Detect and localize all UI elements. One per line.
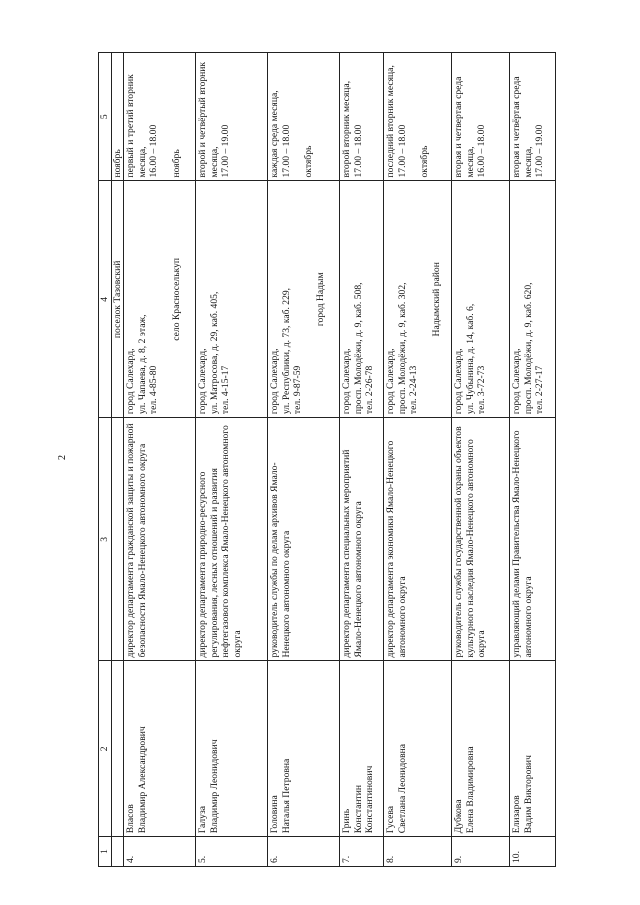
given-names: Константин — [352, 784, 364, 834]
address-line: тел. 2-26-78 — [364, 365, 376, 415]
address — [124, 181, 196, 418]
given-names: Наталья Петровна — [280, 758, 292, 834]
position: директор департамента экономики Ямало-Ненецкого автономного округа — [384, 418, 452, 661]
row-number: 5. — [196, 837, 268, 867]
position: руководитель службы по делам архивов Ямало-Ненецкого автономного округа — [268, 418, 340, 661]
schedule-days: первый и третий вторник месяца, — [125, 74, 148, 178]
schedule-time: 17.00 – 19.00 — [220, 124, 232, 178]
next-place: село Красноселькуп — [170, 257, 182, 341]
next-place: город Надым — [314, 272, 326, 327]
schedule-days: второй вторник месяца, — [341, 80, 353, 178]
surname: Дубкова — [453, 799, 465, 834]
schedule — [452, 53, 510, 182]
address — [196, 181, 268, 418]
address-line: тел. 9-87-59 — [292, 365, 304, 415]
address-line: тел. 2-27-17 — [534, 365, 546, 415]
schedule-table-wrapper — [98, 52, 558, 867]
given-names: Владимир Александрович — [136, 726, 148, 834]
next-month: октябрь — [419, 145, 431, 178]
section-empty — [111, 837, 124, 867]
patronymic: Константинович — [364, 765, 376, 834]
schedule — [268, 53, 340, 182]
address-line: город Салехард, — [511, 348, 523, 415]
address-line: город Салехард, — [385, 348, 397, 415]
header-row — [99, 53, 112, 867]
person-name — [124, 661, 196, 837]
person-name — [340, 661, 384, 837]
schedule-time: 17.00 – 19.00 — [534, 124, 546, 178]
table-row — [452, 53, 510, 867]
address-line: ул. Чапаева, д. 8, 2 этаж, — [136, 314, 148, 415]
schedule-days: вторая и четвёртая среда месяца, — [511, 76, 534, 178]
next-month: октябрь — [303, 145, 315, 178]
surname: Гринь — [341, 808, 353, 834]
given-names: Владимир Леонидович — [208, 739, 220, 834]
row-number: 4. — [124, 837, 196, 867]
address-line: город Салехард, — [453, 348, 465, 415]
position: директор департамента специальных мероприятий Ямало-Ненецкого автономного округа — [340, 418, 384, 661]
next-month: ноябрь — [170, 149, 182, 178]
header-col-2: 2 — [99, 661, 112, 837]
schedule-days: второй и четвёртый вторник месяца, — [197, 61, 220, 178]
person-name — [510, 661, 556, 837]
address — [452, 181, 510, 418]
person-name — [452, 661, 510, 837]
section-place: поселок Тазовский — [111, 181, 124, 418]
section-month: ноябрь — [111, 53, 124, 182]
schedule-time: 17.00 – 18.00 — [352, 124, 364, 178]
address — [268, 181, 340, 418]
address — [340, 181, 384, 418]
row-number: 9. — [452, 837, 510, 867]
next-place: Надымский район — [430, 262, 442, 337]
schedule-days: вторая и четвертая среда месяца, — [453, 76, 476, 178]
schedule — [510, 53, 556, 182]
table-row — [510, 53, 556, 867]
address-line: просп. Молодёжи, д. 9, каб. 508, — [352, 282, 364, 415]
schedule — [124, 53, 196, 182]
address-line: ул. Чубынина, д. 14, каб. 6, — [464, 303, 476, 415]
address-line: город Салехард, — [125, 348, 137, 415]
address — [510, 181, 556, 418]
given-names: Светлана Леонидовна — [396, 743, 408, 834]
person-name — [268, 661, 340, 837]
schedule-time: 17.00 – 18.00 — [396, 124, 408, 178]
address-line: ул. Матросова, д. 29, каб. 405, — [208, 291, 220, 415]
table-row — [124, 53, 196, 867]
schedule-time: 16.00 – 18.00 — [476, 124, 488, 178]
address-line: тел. 4-85-80 — [148, 365, 160, 415]
section-row — [111, 53, 124, 867]
address-line: тел. 2-24-13 — [408, 365, 420, 415]
address-line: просп. Молодёжи, д. 9, каб. 302, — [396, 282, 408, 415]
header-col-4: 4 — [99, 181, 112, 418]
schedule-days: каждая среда месяца, — [269, 90, 281, 178]
table-row — [384, 53, 452, 867]
address-line: тел. 4-15-17 — [220, 365, 232, 415]
person-name — [384, 661, 452, 837]
position: директор департамента природно-ресурсного регулирования, лесных отношений и развития нефтегазового комплекса Ямало-Ненецкого автономного округа — [196, 418, 268, 661]
address-line: ул. Республики, д. 73, каб. 229, — [280, 287, 292, 415]
header-col-3: 3 — [99, 418, 112, 661]
header-col-1: 1 — [99, 837, 112, 867]
schedule — [340, 53, 384, 182]
address-line: просп. Молодёжи, д. 9, каб. 620, — [522, 282, 534, 415]
position: директор департамента гражданской защиты и пожарной безопасности Ямало-Ненецкого автономного округа — [124, 418, 196, 661]
section-empty — [111, 661, 124, 837]
address — [384, 181, 452, 418]
given-names: Вадим Викторович — [522, 755, 534, 834]
address-line: город Салехард, — [269, 348, 281, 415]
position: руководитель службы государственной охраны объектов культурного наследия Ямало-Ненецкого автономного округа — [452, 418, 510, 661]
row-number: 6. — [268, 837, 340, 867]
given-names: Елена Владимировна — [464, 746, 476, 834]
table-row — [196, 53, 268, 867]
header-col-5: 5 — [99, 53, 112, 182]
table-row — [340, 53, 384, 867]
person-name — [196, 661, 268, 837]
section-empty — [111, 418, 124, 661]
row-number: 7. — [340, 837, 384, 867]
surname: Галуза — [197, 805, 209, 834]
surname: Власов — [125, 804, 137, 834]
schedule-days: последний вторник месяца, — [385, 65, 397, 178]
address-line: город Салехард, — [197, 348, 209, 415]
schedule-table — [98, 52, 556, 867]
address-line: город Салехард, — [341, 348, 353, 415]
position: управляющий делами Правительства Ямало-Ненецкого автономного округа — [510, 418, 556, 661]
schedule — [384, 53, 452, 182]
row-number: 8. — [384, 837, 452, 867]
schedule — [196, 53, 268, 182]
table-row — [268, 53, 340, 867]
surname: Елизаров — [511, 795, 523, 834]
schedule-time: 17.00 – 18.00 — [280, 124, 292, 178]
row-number: 10. — [510, 837, 556, 867]
surname: Гусева — [385, 805, 397, 834]
page-number: 2 — [57, 455, 68, 460]
schedule-time: 16.00 – 18.00 — [148, 124, 160, 178]
surname: Головина — [269, 795, 281, 834]
address-line: тел. 3-72-73 — [476, 365, 488, 415]
